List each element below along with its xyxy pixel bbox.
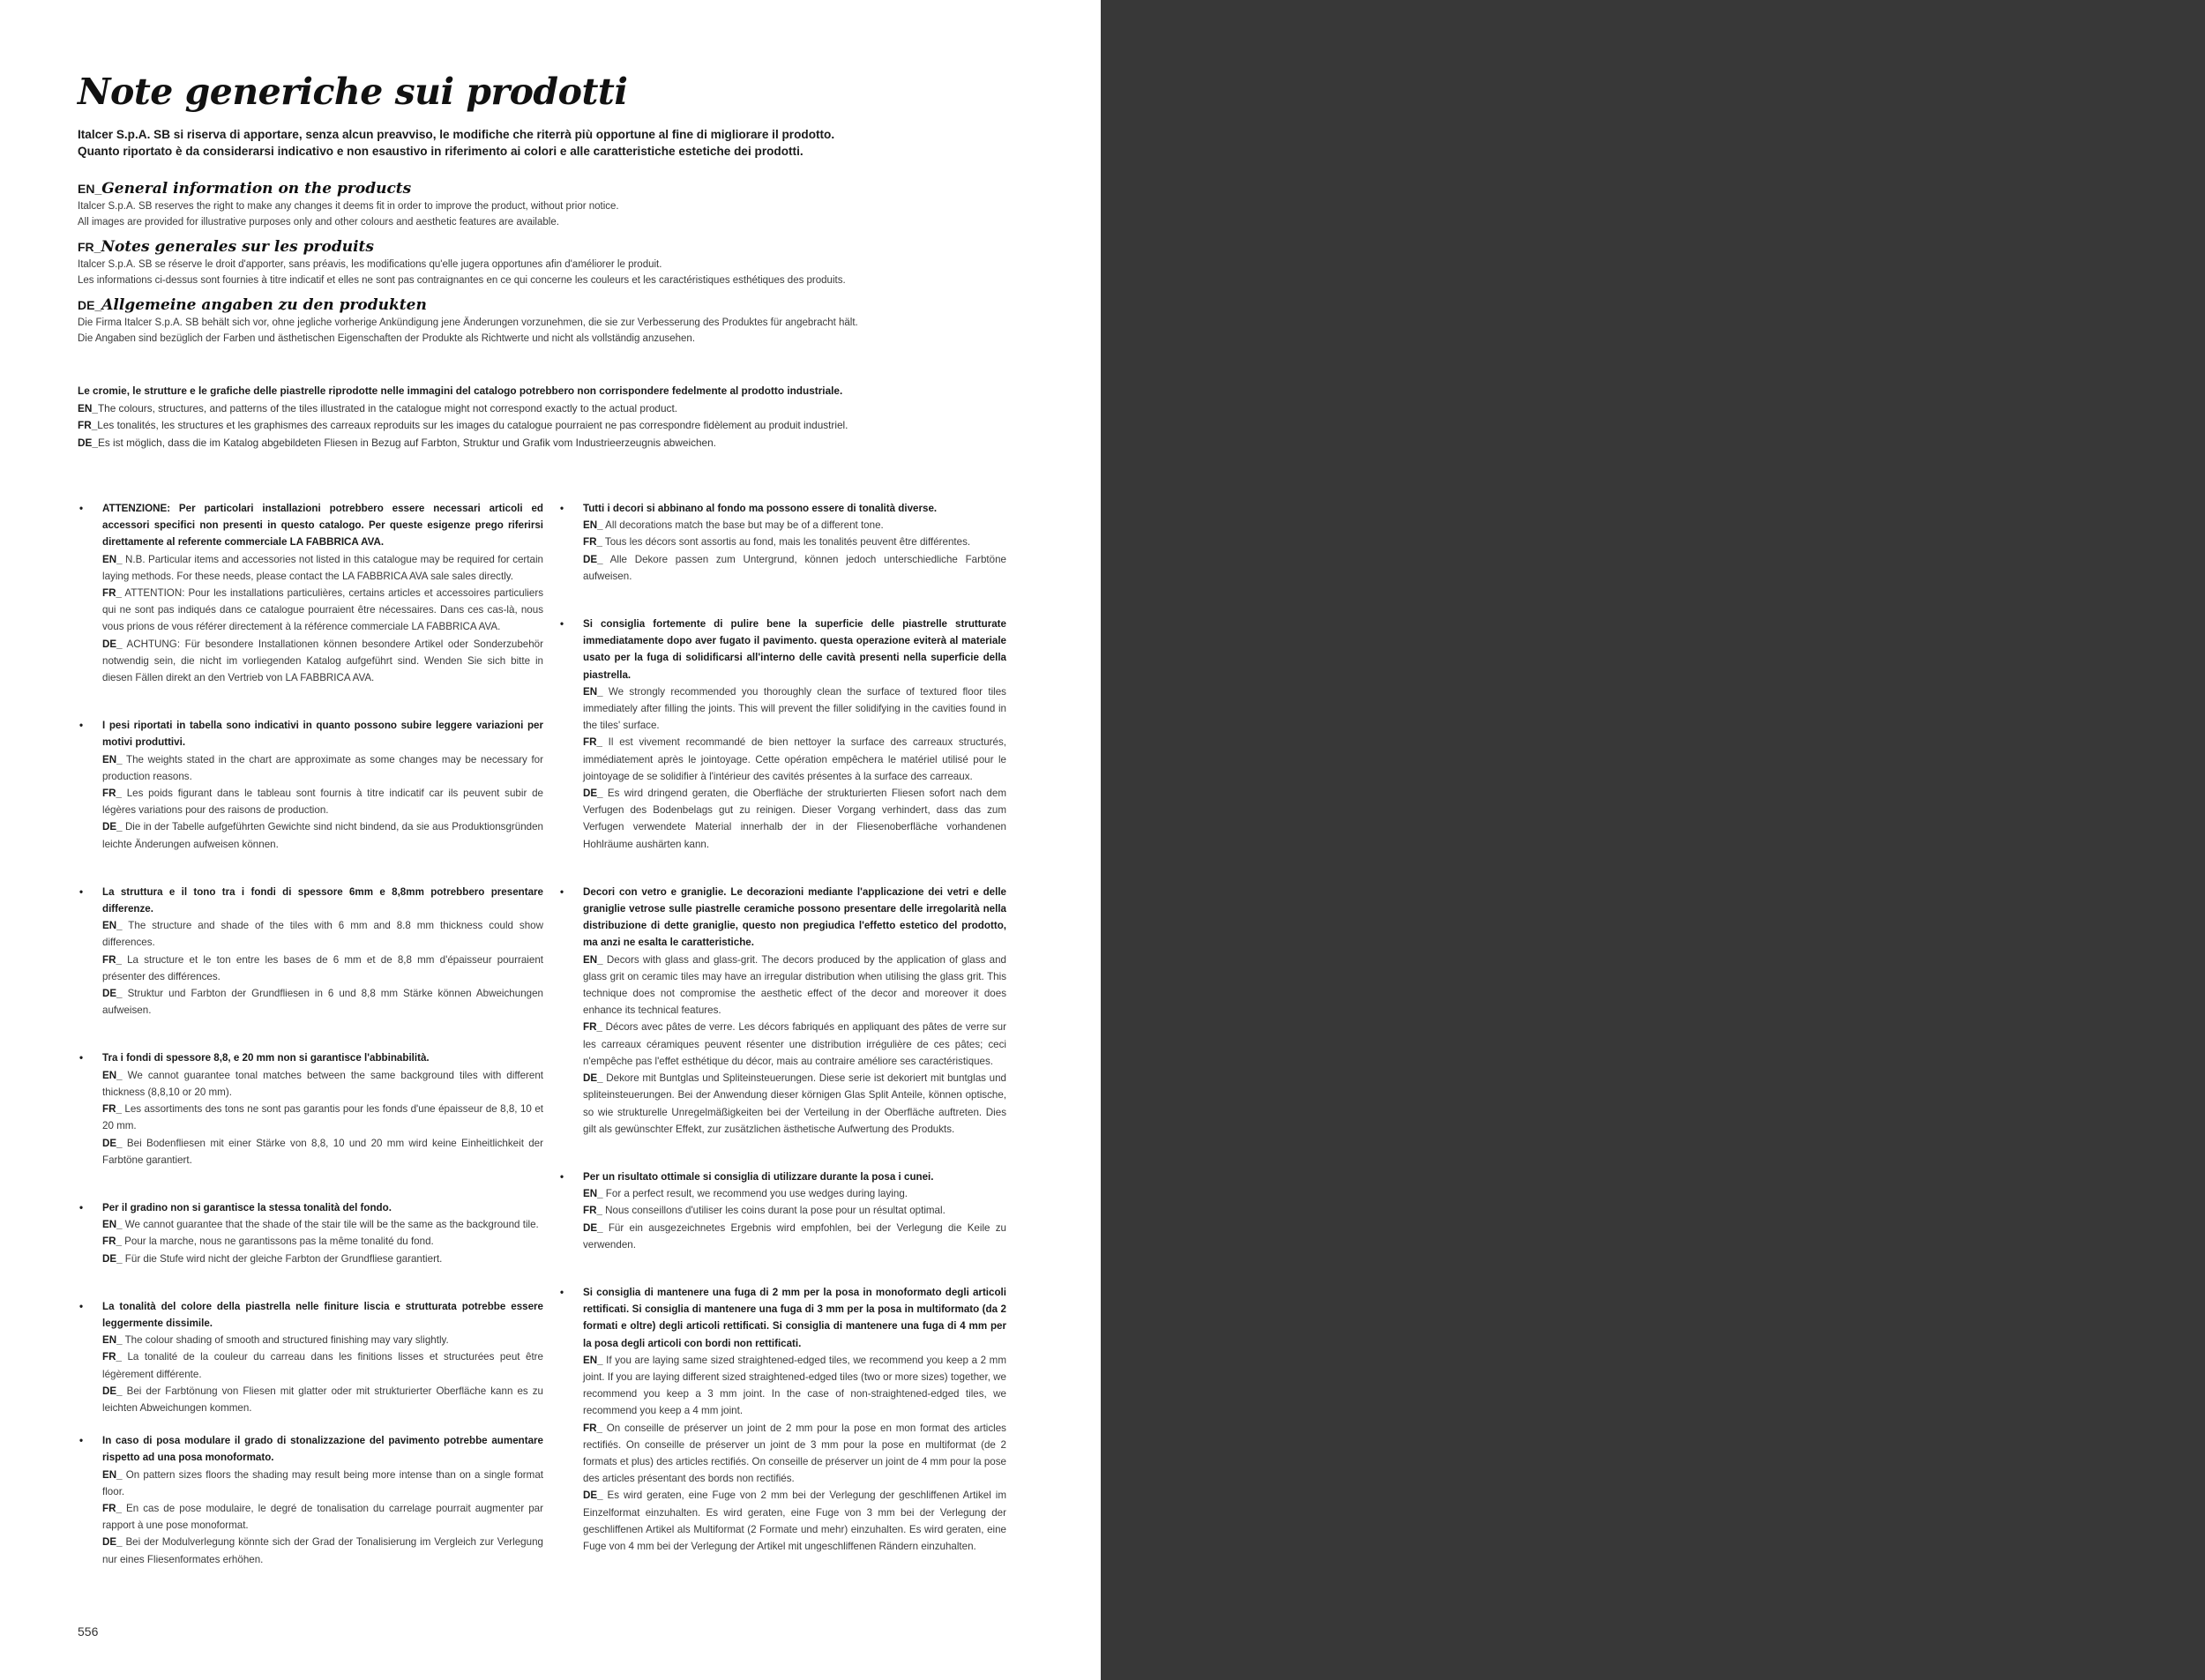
note-main: Tra i fondi di spessore 8,8, e 20 mm non si garantisce l'abbinabilità. bbox=[102, 1052, 430, 1064]
note-de: DE_ Dekore mit Buntglas und Spliteinsteuerungen. Diese serie ist dekoriert mit buntglas und spliteinsteuerungen. Bei der Anwendung dieser körnigen Glas Split Anteile, können optische, so wie strukturelle Unregelmäßigkeiten bei der Verteilung in der Oberfläche auftreten. Dies gilt als gewünschter Effekt, zur zusätzlichen ästhetische Aufwertung des Produkts. bbox=[583, 1072, 1006, 1135]
bullet-icon: • bbox=[560, 618, 564, 631]
note-fr: FR_ Pour la marche, nous ne garantissons pas la même tonalité du fond. bbox=[102, 1236, 434, 1248]
bullet-icon: • bbox=[79, 1435, 84, 1447]
note-item bbox=[560, 1169, 1006, 1253]
note-fr: FR_ Il est vivement recommandé de bien nettoyer la surface des carreaux structurés, immédiatement après le jointoyage. Cette opération empêchera le matériel utilisé pour le jointoyage de se solidifier à l'intérieur des cavités présentes à la surface des carreaux. bbox=[583, 736, 1006, 782]
lang-line: Die Firma Italcer S.p.A. SB behält sich vor, ohne jegliche vorherige Ankündigung jene Änderungen vorzunehmen, die sie zur Verbesserung des Produktes für angebracht hält. bbox=[78, 317, 858, 328]
note-item bbox=[79, 1049, 543, 1168]
note-de: DE_ Die in der Tabelle aufgeführten Gewichte sind nicht bindend, da sie aus Produktionsgründen leichte Änderungen aufweisen können. bbox=[102, 821, 543, 850]
note-en: EN_ We cannot guarantee tonal matches between the same background tiles with different thickness (8,8,10 or 20 mm). bbox=[102, 1069, 543, 1098]
note-fr: FR_ Les poids figurant dans le tableau sont fournis à titre indicatif car ils peuvent subir de légères variations pour des raisons de production. bbox=[102, 788, 543, 817]
bullet-icon: • bbox=[560, 1170, 564, 1183]
note-de: DE_ Bei der Farbtönung von Fliesen mit glatter oder mit strukturierter Oberfläche kann es zu leichten Abweichungen kommen. bbox=[102, 1385, 543, 1414]
notes-column-left bbox=[79, 500, 543, 1568]
notes-column-right bbox=[560, 500, 1006, 1555]
note-de: DE_ Bei Bodenfliesen mit einer Stärke von 8,8, 10 und 20 mm wird keine Einheitlichkeit der Farbtöne garantiert. bbox=[102, 1137, 543, 1166]
note-de: DE_ ACHTUNG: Für besondere Installationen können besondere Artikel oder Sonderzubehör notwendig sein, die nicht im vorliegenden Katalog aufgeführt sind. Wenden Sie sich bitte in diesen Fällen direkt an den Vertrieb von LA FABBRICA AVA. bbox=[102, 638, 543, 684]
note-item bbox=[79, 1199, 543, 1267]
bullet-icon: • bbox=[79, 720, 84, 732]
note-en: EN_ N.B. Particular items and accessories not listed in this catalogue may be required for certain laying methods. For these needs, please contact the LA FABBRICA AVA sale sales directly. bbox=[102, 553, 543, 582]
note-fr: FR_ Nous conseillons d'utiliser les coins durant la pose pour un résultat optimal. bbox=[583, 1205, 946, 1217]
note-fr: FR_ Les assortiments des tons ne sont pas garantis pour les fonds d'une épaisseur de 8,8, 10 et 20 mm. bbox=[102, 1103, 543, 1132]
note-main: I pesi riportati in tabella sono indicativi in quanto possono subire leggere variazioni per motivi produttivi. bbox=[102, 720, 543, 749]
bullet-icon: • bbox=[560, 885, 564, 898]
bullet-icon: • bbox=[79, 1052, 84, 1064]
page-title: Note generiche sui prodotti bbox=[78, 71, 628, 113]
note-fr: FR_ ATTENTION: Pour les installations particulières, certains articles et accessoires particuliers qui ne sont pas indiqués dans ce catalogue pourraient être nécessaires. Dans ces cas-là, nous vous prions de vous référer directement à la référence commerciale LA FABBRICA AVA. bbox=[102, 587, 543, 633]
note-fr: FR_ La structure et le ton entre les bases de 6 mm et de 8,8 mm d'épaisseur pourraient présenter des différences. bbox=[102, 953, 543, 982]
intro-line: Italcer S.p.A. SB si riserva di apportare, senza alcun preavviso, le modifiche che riterrà più opportune al fine di migliorare il prodotto. bbox=[78, 128, 835, 141]
lang-code: EN_ bbox=[78, 182, 102, 196]
colors-note bbox=[78, 383, 1048, 452]
lang-section-en bbox=[78, 179, 1048, 230]
note-main: La struttura e il tono tra i fondi di spessore 6mm e 8,8mm potrebbero presentare differenze. bbox=[102, 885, 543, 915]
colors-note-en: EN_The colours, structures, and patterns of the tiles illustrated in the catalogue might not correspond exactly to the actual product. bbox=[78, 401, 678, 414]
lang-code: DE_ bbox=[78, 298, 102, 312]
note-main: Tutti i decori si abbinano al fondo ma possono essere di tonalità diverse. bbox=[583, 503, 938, 514]
note-fr: FR_ Tous les décors sont assortis au fond, mais les tonalités peuvent être différentes. bbox=[583, 536, 971, 549]
note-item bbox=[79, 500, 543, 686]
lang-section-de bbox=[78, 295, 1048, 347]
lang-line: Les informations ci-dessus sont fournies à titre indicatif et elles ne sont pas contraignantes en ce qui concerne les couleurs et les caractéristiques esthétiques des produits. bbox=[78, 275, 846, 286]
colors-note-main: Le cromie, le strutture e le grafiche delle piastrelle riprodotte nelle immagini del catalogo potrebbero non corrispondere fedelmente al prodotto industriale. bbox=[78, 385, 843, 397]
note-item bbox=[560, 616, 1006, 853]
note-item bbox=[560, 884, 1006, 1138]
bullet-icon: • bbox=[560, 1286, 564, 1298]
note-de: DE_ Für ein ausgezeichnetes Ergebnis wird empfohlen, bei der Verlegung die Keile zu verwenden. bbox=[583, 1221, 1006, 1251]
note-main: In caso di posa modulare il grado di stonalizzazione del pavimento potrebbe aumentare rispetto ad una posa monoformato. bbox=[102, 1435, 543, 1464]
bullet-icon: • bbox=[79, 885, 84, 898]
bullet-icon: • bbox=[79, 503, 84, 514]
note-main: Si consiglia di mantenere una fuga di 2 mm per la posa in monoformato degli articoli rettificati. Si consiglia di mantenere una fuga di 3 mm per la posa in multiformato (da 2 formati e oltre) degli articoli rettificati. Si consiglia di mantenere una fuga di 4 mm per la posa degli articoli con bordi non rettificati. bbox=[583, 1286, 1006, 1349]
note-main: La tonalità del colore della piastrella nelle finiture liscia e strutturata potrebbe essere leggermente dissimile. bbox=[102, 1300, 543, 1329]
note-de: DE_ Bei der Modulverlegung könnte sich der Grad der Tonalisierung im Vergleich zur Verlegung nur eines Fliesenformates erhöhen. bbox=[102, 1536, 543, 1565]
note-en: EN_ The structure and shade of the tiles with 6 mm and 8.8 mm thickness could show differences. bbox=[102, 920, 544, 949]
intro-text bbox=[78, 126, 960, 160]
note-en: EN_ We strongly recommended you thoroughly clean the surface of textured floor tiles immediately after filling the joints. This will prevent the filler solidifying in the cavities found in the tiles' surface. bbox=[583, 685, 1006, 732]
lang-title: General information on the products bbox=[101, 180, 412, 198]
note-item bbox=[79, 717, 543, 853]
note-item bbox=[79, 1432, 543, 1568]
note-fr: FR_ En cas de pose modulaire, le degré de tonalisation du carrelage pourrait augmenter par rapport à une pose monoformat. bbox=[102, 1502, 543, 1532]
note-de: DE_ Für die Stufe wird nicht der gleiche Farbton der Grundfliese garantiert. bbox=[102, 1252, 443, 1265]
note-de: DE_ Struktur und Farbton der Grundfliesen in 6 und 8,8 mm Stärke können Abweichungen aufweisen. bbox=[102, 988, 543, 1017]
note-item bbox=[560, 1284, 1006, 1555]
note-de: DE_ Alle Dekore passen zum Untergrund, können jedoch unterschiedliche Farbtöne aufweisen. bbox=[583, 553, 1006, 582]
lang-title: Notes generales sur les produits bbox=[101, 238, 374, 256]
bullet-icon: • bbox=[79, 1201, 84, 1213]
intro-line: Quanto riportato è da considerarsi indicativo e non esaustivo in riferimento ai colori e alle caratteristiche estetiche dei prodotti. bbox=[78, 145, 804, 158]
lang-section-fr bbox=[78, 237, 1048, 288]
note-fr: FR_ On conseille de préserver un joint de 2 mm pour la pose en mon format des articles rectifiés. On conseille de préserver un joint de 3 mm pour la pose en multiformat (de 2 formats et plus) des articles rectifiés. On conseille de préserver un joint de 4 mm pour la pose des articles présentant des bords non rectifiés. bbox=[583, 1422, 1006, 1485]
note-en: EN_ The weights stated in the chart are approximate as some changes may be necessary for production reasons. bbox=[102, 753, 543, 782]
note-en: EN_ The colour shading of smooth and structured finishing may vary slightly. bbox=[102, 1334, 449, 1347]
note-en: EN_ If you are laying same sized straightened-edged tiles, we recommend you keep a 2 mm joint. If you are laying different sized straightened-edged tiles (two or more sizes) together, we recommend you keep a 3 mm joint. In the case of non-straightened-edged tiles, we recommend you keep a 4 mm joint. bbox=[583, 1354, 1006, 1417]
lang-line: All images are provided for illustrative purposes only and other colours and aesthetic features are available. bbox=[78, 217, 559, 228]
note-fr: FR_ Décors avec pâtes de verre. Les décors fabriqués en appliquant des pâtes de verre sur les carreaux céramiques peuvent résenter une distribution irrégulière de ces pâtes; ceci n'empêche pas l'effet esthétique du décor, mais au contraire améliore ses caractéristiques. bbox=[583, 1021, 1006, 1067]
lang-code: FR_ bbox=[78, 240, 101, 254]
note-en: EN_ Decors with glass and glass-grit. The decors produced by the application of glass and glass grit on ceramic tiles may have an irregular distribution when utilising the glass grit. This technique does not compromise the aesthetic effect of the decor and moreover it does enhance its technical features. bbox=[583, 953, 1006, 1017]
document-page bbox=[0, 0, 1101, 1680]
note-item bbox=[79, 884, 543, 1019]
dark-side-panel bbox=[1101, 0, 2205, 1680]
note-main: Decori con vetro e graniglie. Le decorazioni mediante l'applicazione dei vetri e delle graniglie vetrose sulle piastrelle ceramiche possono presentare delle irregolarità nella distribuzione di dette graniglie, questo non pregiudica l'effetto estetico del prodotto, ma anzi ne esalta le caratteristiche. bbox=[583, 885, 1006, 949]
note-item bbox=[560, 500, 1006, 585]
note-en: EN_ We cannot guarantee that the shade of the stair tile will be the same as the background tile. bbox=[102, 1219, 539, 1231]
page-number: 556 bbox=[78, 1624, 99, 1639]
note-item bbox=[79, 1298, 543, 1416]
note-en: EN_ On pattern sizes floors the shading may result being more intense than on a single format floor. bbox=[102, 1468, 543, 1497]
bullet-icon: • bbox=[79, 1300, 84, 1312]
note-en: EN_ All decorations match the base but may be of a different tone. bbox=[583, 519, 884, 532]
lang-line: Italcer S.p.A. SB reserves the right to make any changes it deems fit in order to improve the product, without prior notice. bbox=[78, 201, 619, 212]
note-main: Per un risultato ottimale si consiglia di utilizzare durante la posa i cunei. bbox=[583, 1170, 934, 1183]
note-main: Per il gradino non si garantisce la stessa tonalità del fondo. bbox=[102, 1201, 392, 1213]
lang-line: Die Angaben sind bezüglich der Farben und ästhetischen Eigenschaften der Produkte als Richtwerte und nicht als vollständig anzusehen. bbox=[78, 333, 696, 344]
colors-note-fr: FR_Les tonalités, les structures et les graphismes des carreaux reproduits sur les images du catalogue pourraient ne pas correspondre fidèlement au produit industriel. bbox=[78, 419, 848, 431]
note-fr: FR_ La tonalité de la couleur du carreau dans les finitions lisses et structurées peut être légèrement différente. bbox=[102, 1351, 543, 1380]
note-de: DE_ Es wird dringend geraten, die Oberfläche der strukturierten Fliesen sofort nach dem Verfugen des Bodenbelags gut zu reinigen. Dieser Vorgang verhindert, dass das zum Verfugen verwendete Material innerhalb der in der Fliesenoberfläche vorhandenen Hohlräume aushärten kann. bbox=[583, 788, 1006, 850]
note-main: ATTENZIONE: Per particolari installazioni potrebbero essere necessari articoli ed accessori specifici non presenti in questo catalogo. Per queste esigenze prego riferirsi direttamente al referente commerciale LA FABBRICA AVA. bbox=[102, 503, 543, 549]
lang-line: Italcer S.p.A. SB se réserve le droit d'apporter, sans préavis, les modifications qu'elle jugera opportunes afin d'améliorer le produit. bbox=[78, 259, 662, 270]
lang-title: Allgemeine angaben zu den produkten bbox=[101, 296, 427, 314]
note-en: EN_ For a perfect result, we recommend you use wedges during laying. bbox=[583, 1188, 908, 1200]
bullet-icon: • bbox=[560, 503, 564, 514]
note-de: DE_ Es wird geraten, eine Fuge von 2 mm bei der Verlegung der geschliffenen Artikel im Einzelformat einzuhalten. Es wird geraten, eine Fuge von 3 mm bei der Verlegung der geschliffenen Artikel als Multiformat (2 Formate und mehr) einzuhalten. Es wird geraten, eine Fuge von 4 mm bei der Verlegung der Artikel mit ungeschliffenen Rändern einzuhalten. bbox=[583, 1490, 1006, 1552]
colors-note-de: DE_Es ist möglich, dass die im Katalog abgebildeten Fliesen in Bezug auf Farbton, Struktur und Grafik vom Industrieerzeugnis abweichen. bbox=[78, 436, 716, 449]
note-main: Si consiglia fortemente di pulire bene la superficie delle piastrelle strutturate immediatamente dopo aver fugato il pavimento. questa operazione eviterà al materiale usato per la fuga di solidificarsi all'interno delle cavità presenti nella superficie della piastrella. bbox=[583, 618, 1006, 681]
